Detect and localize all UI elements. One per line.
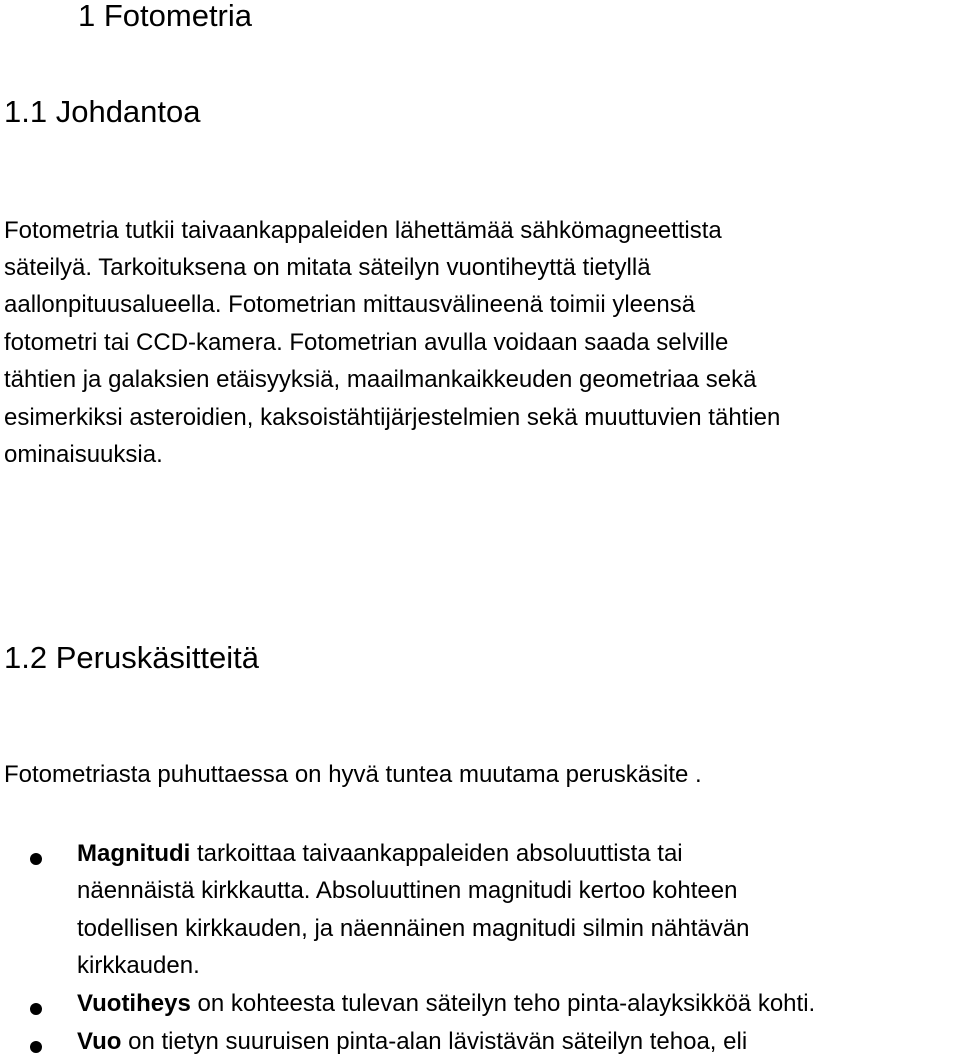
- section-heading-peruskasitteita: 1.2 Peruskäsitteitä: [4, 640, 260, 675]
- section-heading-johdantoa: 1.1 Johdantoa: [4, 94, 201, 129]
- bullet-dot-icon: [30, 1003, 42, 1015]
- bullet-line: kirkkauden.: [77, 952, 200, 979]
- term-label: Vuotiheys: [77, 990, 191, 1017]
- document-title: 1 Fotometria: [78, 0, 253, 33]
- bullet-line: näennäistä kirkkautta. Absoluuttinen magnitudi kertoo kohteen: [77, 877, 738, 904]
- bullet-item-vuotiheys: [77, 986, 815, 1022]
- paragraph-line: fotometri tai CCD-kamera. Fotometrian avulla voidaan saada selville: [4, 329, 729, 356]
- term-label: Vuo: [77, 1028, 122, 1055]
- bullet-item-vuo: [77, 1024, 747, 1060]
- paragraph-line: aallonpituusalueella. Fotometrian mittausvälineenä toimii yleensä: [4, 291, 696, 318]
- definition-text: on kohteesta tulevan säteilyn teho pinta-alayksikköä kohti.: [190, 990, 816, 1017]
- paragraph-line: ominaisuuksia.: [4, 441, 163, 468]
- paragraph-line: esimerkiksi asteroidien, kaksoistähtijärjestelmien sekä muuttuvien tähtien: [4, 404, 781, 431]
- bullet-dot-icon: [30, 1041, 42, 1053]
- bullet-line: todellisen kirkkauden, ja näennäinen magnitudi silmin nähtävän: [77, 915, 750, 942]
- definition-text: on tietyn suuruisen pinta-alan lävistävän säteilyn tehoa, eli: [121, 1028, 748, 1055]
- term-label: Magnitudi: [77, 840, 191, 867]
- paragraph-line: Fotometria tutkii taivaankappaleiden lähettämää sähkömagneettista: [4, 217, 722, 244]
- bullet-item-magnitudi: [77, 836, 683, 872]
- paragraph-line: säteilyä. Tarkoituksena on mitata säteilyn vuontiheyttä tietyllä: [4, 254, 651, 281]
- paragraph-line: tähtien ja galaksien etäisyyksiä, maailmankaikkeuden geometriaa sekä: [4, 366, 757, 393]
- bullet-dot-icon: [30, 853, 42, 865]
- intro-paragraph: Fotometriasta puhuttaessa on hyvä tuntea muutama peruskäsite .: [4, 761, 702, 788]
- definition-text: tarkoittaa taivaankappaleiden absoluuttista tai: [190, 840, 683, 867]
